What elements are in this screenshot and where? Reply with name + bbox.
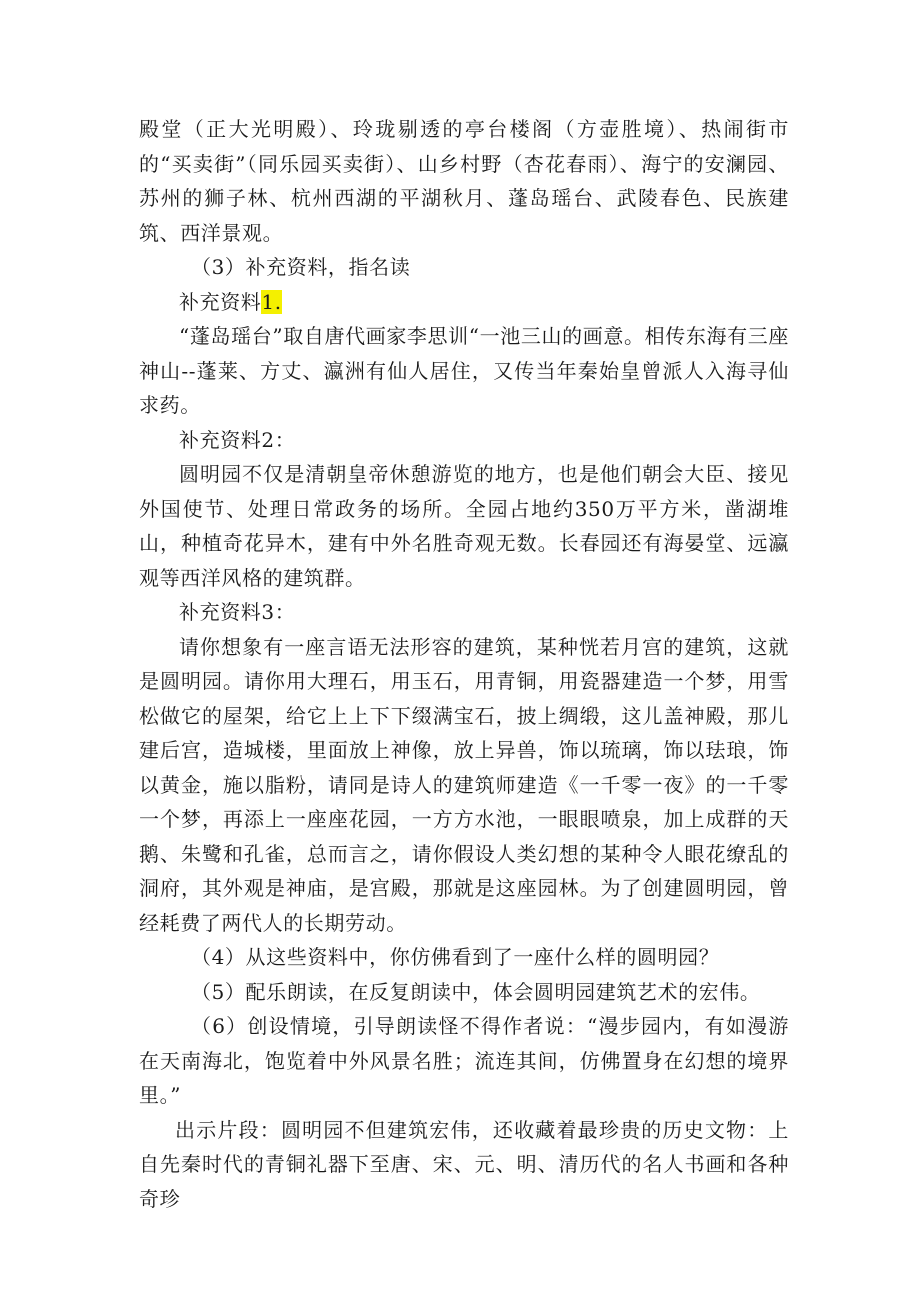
paragraph-supplement-1-body: “蓬岛瑶台”取自唐代画家李思训“一池三山的画意。相传东海有三座神山--蓬莱、方丈、瀛洲有仙人居住，又传当年秦始皇曾派人入海寻仙求药。 [139, 324, 789, 417]
paragraph-supplement-3-heading: 补充资料3： [179, 600, 296, 624]
paragraph-step-3: （3）补充资料，指名读 [191, 255, 411, 279]
paragraph-supplement-2-heading: 补充资料2： [179, 427, 296, 452]
paragraph-step-5: （5）配乐朗读，在反复朗读中，体会圆明园建筑艺术的宏伟。 [191, 979, 761, 1004]
paragraph-excerpt: 出示片段：圆明园不但建筑宏伟，还收藏着最珍贵的历史文物：上自先秦时代的青铜礼器下至唐、宋、元、明、清历代的名人书画和各种奇珍 [139, 1117, 789, 1211]
paragraph-step-6: （6）创设情境，引导朗读怪不得作者说：“漫步园内，有如漫游在天南海北，饱览着中外风景名胜；流连其间，仿佛置身在幻想的境界里。” [139, 1014, 789, 1107]
paragraph-supplement-2-body: 圆明园不仅是清朝皇帝休憩游览的地方，也是他们朝会大臣、接见外国使节、处理日常政务的场所。全园占地约350万平方米，凿湖堆山，种植奇花异木，建有中外名胜奇观无数。长春园还有海晏堂、远瀛观等西洋风格的建筑群。 [139, 462, 789, 590]
highlighted-number: 1. [261, 289, 282, 314]
paragraph-garden-scenes: 殿堂（正大光明殿）、玲珑剔透的亭台楼阁（方壶胜境）、热闹街市的“买卖街”（同乐园买卖街）、山乡村野（杏花春雨）、海宁的安澜园、苏州的狮子林、杭州西湖的平湖秋月、蓬岛瑶台、武陵春色、民族建筑、西洋景观。 [139, 117, 789, 245]
paragraph-supplement-3-body: 请你想象有一座言语无法形容的建筑，某种恍若月宫的建筑，这就是圆明园。请你用大理石，用玉石，用青铜，用瓷器建造一个梦，用雪松做它的屋架，给它上上下下缀满宝石，披上绸缎，这儿盖神殿，那儿建后宫，造城楼，里面放上神像，放上异兽，饰以琉璃，饰以珐琅，饰以黄金，施以脂粉，请同是诗人的建筑师建造《一千零一夜》的一千零一个梦，再添上一座座花园，一方方水池，一眼眼喷泉，加上成群的天鹅、朱鹭和孔雀，总而言之，请你假设人类幻想的某种令人眼花缭乱的洞府，其外观是神庙，是宫殿，那就是这座园林。为了创建圆明园，曾经耗费了两代人的长期劳动。 [139, 634, 789, 935]
paragraph-step-4: （4）从这些资料中，你仿佛看到了一座什么样的圆明园？ [191, 945, 720, 969]
document-body [139, 112, 789, 1216]
paragraph-supplement-1-heading [139, 285, 789, 320]
supplement-label: 补充资料 [179, 289, 262, 314]
